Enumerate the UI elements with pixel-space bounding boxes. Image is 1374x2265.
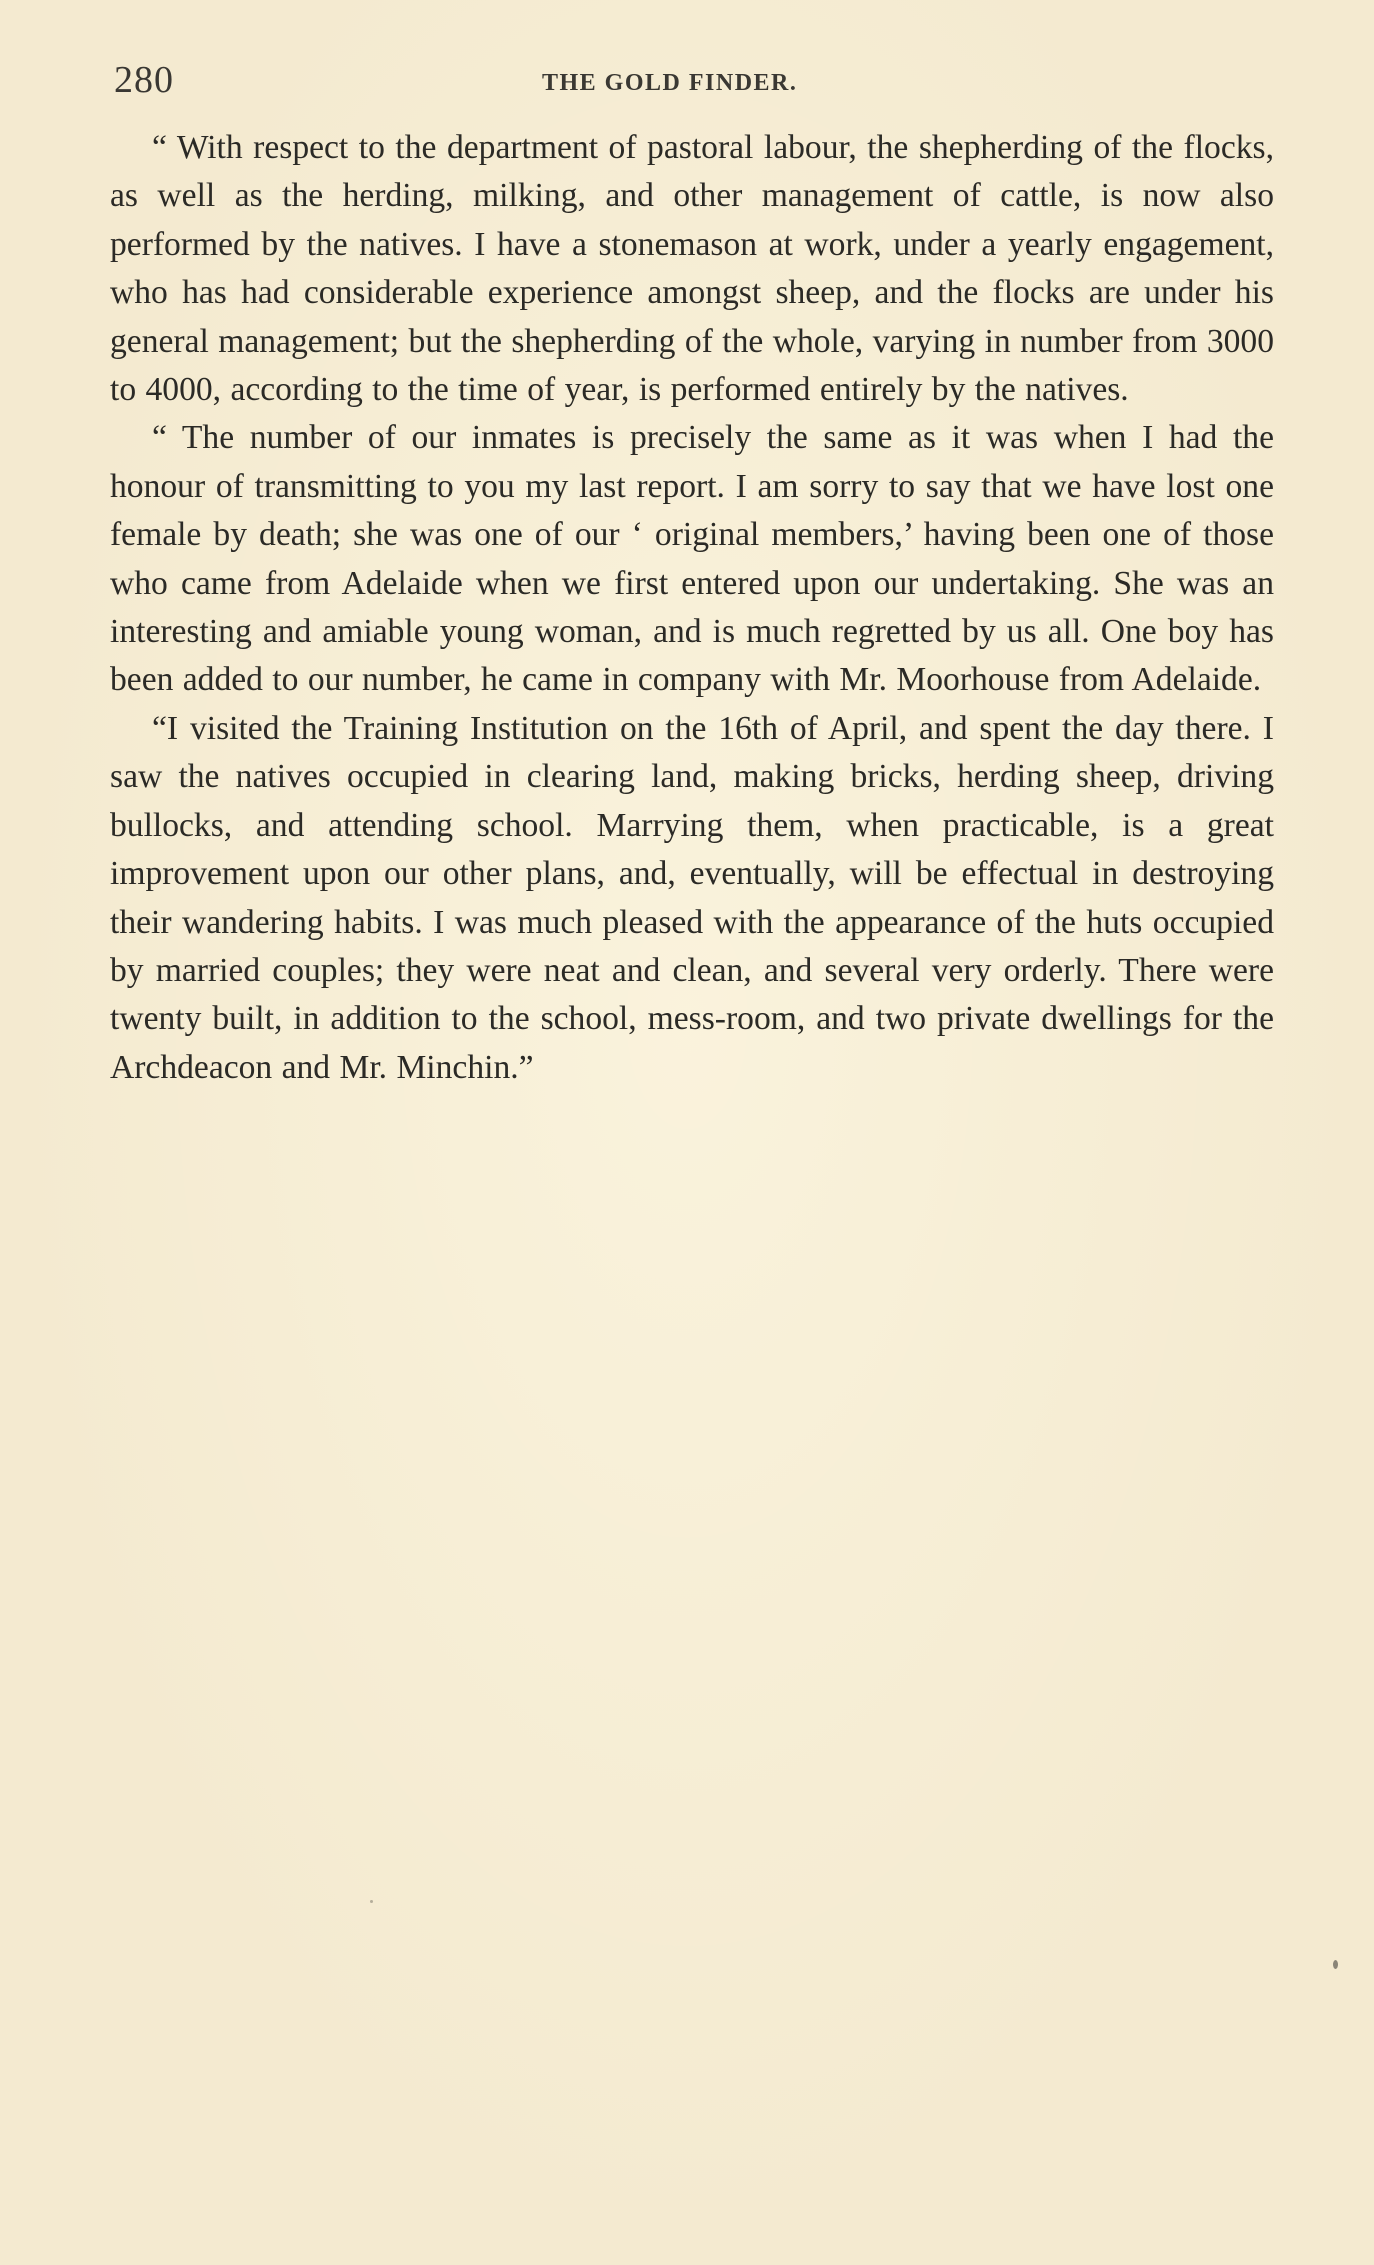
paragraph-pastoral-labour: “ With respect to the department of pastoral labour, the shepherding of the flocks, as well as the herding, milking, and other management of cattle, is now also performed by the natives. I have a stonemason at work, under a yearly engagement, who has had considerable experience amongst sheep, and the flocks are under his general management; but the shepherding of the whole, varying in number from 3000 to 4000, according to the time of year, is performed entirely by the natives. (110, 129, 1274, 409)
paragraph-inmates: “ The number of our inmates is precisely the same as it was when I had the honour of transmitting to you my last report. I am sorry to say that we have lost one female by death; she was one of our ‘ original members,’ having been one of those who came from Adelaide when we first entered upon our undertaking. She was an interesting and amiable young woman, and is much regretted by us all. One boy has been added to our number, he came in company with Mr. Moorhouse from Adelaide. (110, 419, 1274, 699)
paper-speck (1333, 1960, 1338, 1969)
running-title: THE GOLD FINDER. (542, 70, 798, 96)
body-text (110, 124, 1274, 1092)
paper-speck (370, 1900, 373, 1903)
running-head (110, 58, 1290, 108)
page-number: 280 (114, 59, 174, 101)
paragraph-training-institution: “I visited the Training Institution on the 16th of April, and spent the day there. I saw the natives occupied in clearing land, making bricks, herding sheep, driving bullocks, and attending school. Marrying them, when practicable, is a great improvement upon our other plans, and, eventually, will be effectual in destroying their wandering habits. I was much pleased with the appearance of the huts occupied by married couples; they were neat and clean, and several very orderly. There were twenty built, in addition to the school, mess-room, and two private dwellings for the Archdeacon and Mr. Minchin.” (110, 709, 1274, 1086)
